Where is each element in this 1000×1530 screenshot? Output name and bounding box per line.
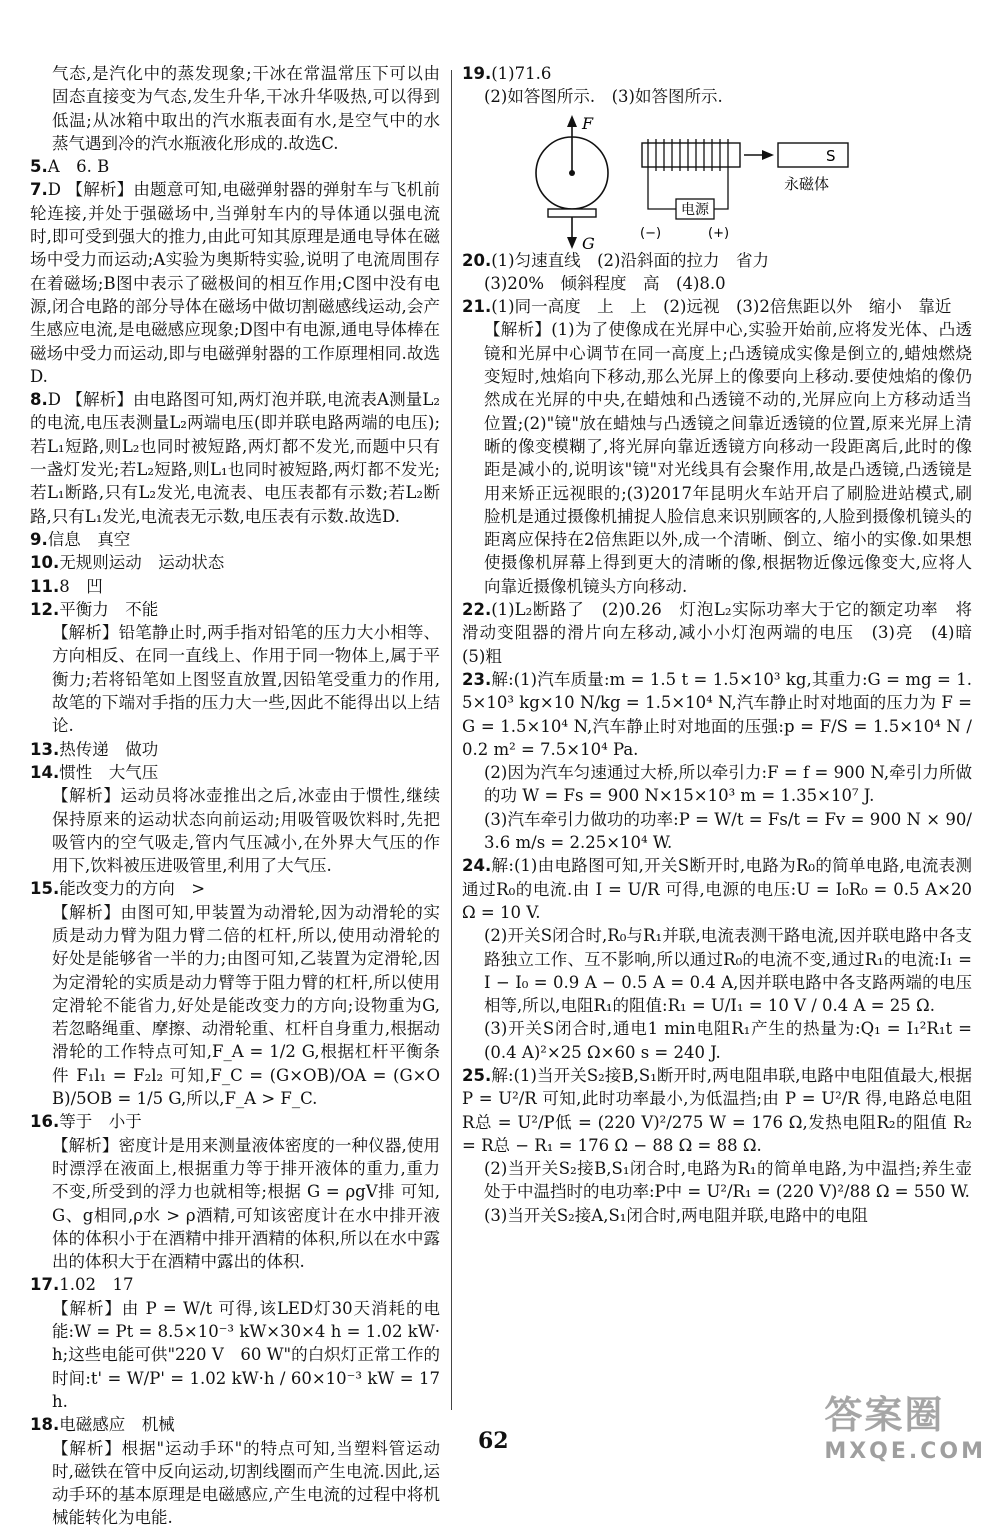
answer-text: (3)汽车牵引力做功的功率:P = W/t = Fs/t = Fv = 900 N × 90/3.6 m/s = 2.25×10⁴ W. [484, 809, 972, 853]
explanation-paragraph [30, 1134, 440, 1274]
answer-item [30, 761, 440, 784]
question-number: 25. [462, 1065, 492, 1085]
right-column [462, 62, 989, 1227]
answer-diagram [462, 109, 962, 249]
answer-item [30, 155, 440, 178]
question-number: 22. [462, 600, 492, 620]
answer-text: (1)L₂断路了 (2)0.26 灯泡L₂实际功率大于它的额定功率 将滑动变阻器的滑片向左移动,减小小灯泡两端的电压 (3)亮 (4)暗 (5)粗 [462, 600, 989, 666]
answer-text: 【解析】运动员将冰壶推出之后,冰壶由于惯性,继续保持原来的运动状态向前运动;用吸管吸饮料时,先把吸管内的空气吸走,管内气压减小,在外界大气压的作用下,饮料被压进吸管里,利用了大气压. [52, 786, 440, 876]
answer-text: (2)因为汽车匀速通过大桥,所以牵引力:F = f = 900 N,牵引力所做的功 W = Fs = 900 N×15×10³ m = 1.35×10⁷ J. [484, 763, 972, 806]
answer-item [462, 598, 989, 668]
answer-text: 解:(1)汽车质量:m = 1.5 t = 1.5×10³ kg,其重力:G = mg = 1.5×10³ kg×10 N/kg = 1.5×10⁴ N,汽车静止时对地面的压力为 F = G = 1.5×10⁴ N,汽车静止时对地面的压强:p = F/S = 1.5×10⁴ N / 0.2 m² = 7.5×10⁴ Pa. [462, 669, 972, 759]
answer-text: (3)开关S闭合时,通电1 min电阻R₁产生的热量为:Q₁ = I₁²R₁t = (0.4 A)²×25 Ω×60 s = 240 J. [484, 1019, 972, 1062]
question-number: 11. [30, 576, 60, 596]
minus-terminal-label: (−) [640, 225, 662, 241]
explanation-paragraph [462, 808, 972, 855]
answer-text: 信息 真空 [47, 529, 131, 549]
answer-text: (3)20% 倾斜程度 高 (4)8.0 [484, 273, 726, 293]
answer-text: A 6. B [47, 157, 110, 177]
question-number: 8. [30, 390, 48, 410]
left-column [30, 62, 440, 1530]
explanation-paragraph [462, 85, 972, 108]
question-number: 7. [30, 180, 48, 200]
question-number: 18. [30, 1415, 60, 1435]
electromagnet-figure [640, 139, 848, 241]
power-source-label: 电源 [681, 201, 709, 218]
question-number: 20. [462, 250, 492, 270]
answer-item [30, 598, 440, 621]
page-number: 62 [478, 1428, 509, 1454]
answer-text: 【解析】根据"运动手环"的特点可知,当塑料管运动时,磁铁在管中反向运动,切割线圈而产生电流.因此,运动手环的基本原理是电磁感应,产生电流的过程中将机械能转化为电能. [52, 1438, 440, 1528]
answer-item [30, 1110, 440, 1133]
explanation-paragraph [462, 1017, 972, 1064]
answer-text: 热传递 做功 [59, 739, 159, 759]
explanation-paragraph [462, 761, 972, 808]
question-number: 9. [30, 529, 48, 549]
answer-item [30, 551, 440, 574]
answer-text: (1)71.6 [491, 64, 552, 83]
answer-text: 气态,是汽化中的蒸发现象;干冰在常温常压下可以由固态直接变为气态,发生升华,干冰升华吸热,可以得到低温;从冰箱中取出的汽水瓶表面有水,是空气中的水蒸气遇到冷的汽水瓶液化形成的.故选C. [52, 64, 440, 153]
answer-item [30, 388, 440, 528]
answer-text: (1)同一高度 上 上 (2)远视 (3)2倍焦距以外 缩小 靠近 [491, 297, 952, 317]
question-number: 15. [30, 879, 60, 899]
answer-item [462, 62, 972, 85]
answer-item [30, 738, 440, 761]
answer-text: 1.02 17 [59, 1275, 134, 1295]
answer-text: 平衡力 不能 [59, 599, 159, 619]
answer-text: (2)开关S闭合时,R₀与R₁并联,电流表测干路电流,因并联电路中各支路独立工作、互不影响,所以通过R₀的电流不变,通过R₁的电流:I₁ = I − I₀ = 0.9 A − 0.5 A = 0.4 A,因并联电路中各支路两端的电压相等,所以,电阻R₁的阻值:R₁ = U/I₁ = 10 V / 0.4 A = 25 Ω. [484, 926, 972, 1016]
explanation-paragraph [462, 924, 972, 1017]
answer-text: 【解析】铅笔静止时,两手指对铅笔的压力大小相等、方向相反、在同一直线上、作用于同一物体上,属于平衡力;若将铅笔如上图竖直放置,因铅笔受重力的作用,故笔的下端对手指的压力大一些,因此不能得出以上结论. [52, 623, 440, 736]
magnet-pole-label: S [826, 146, 836, 165]
explanation-paragraph [30, 784, 440, 877]
permanent-magnet-label: 永磁体 [784, 174, 830, 193]
explanation-paragraph [30, 621, 440, 737]
answer-text: 解:(1)当开关S₂接B,S₁断开时,两电阻串联,电路中电阻值最大,根据 P = U²/R 可知,此时功率最小,为低温挡;由 P = U²/R 得,电路总电阻 R总 = U²/P低 = (220 V)²/275 W = 176 Ω,发热电阻R₂的阻值 R₂ = R总 − R₁ = 176 Ω − 88 Ω = 88 Ω. [462, 1065, 972, 1155]
question-number: 14. [30, 762, 60, 782]
force-f-label: F [582, 113, 594, 133]
answer-text: 【解析】由图可知,甲装置为动滑轮,因为动滑轮的实质是动力臂为阻力臂二倍的杠杆,所以,使用动滑轮的好处是能够省一半的力;由图可知,乙装置为定滑轮,因为定滑轮的实质是动力臂等于阻力臂的杠杆,所以使用定滑轮不能省力,好处是能改变力的方向;设物重为G,若忽略绳重、摩擦、动滑轮重、杠杆自身重力,根据动滑轮的工作特点可知,F_A = 1/2 G,根据杠杆平衡条件 F₁l₁ = F₂l₂ 可知,F_C = (G×OB)/OA = (G×OB)/5OB = 1/5 G,所以,F_A > F_C. [52, 902, 440, 1109]
answer-text: 【解析】密度计是用来测量液体密度的一种仪器,使用时漂浮在液面上,根据重力等于排开液体的重力,重力不变,所受到的浮力也就相等;根据 G = ρgV排 可知,G、g相同,ρ水 > ρ酒精,可知该密度计在水中排开液体的体积小于在酒精中排开酒精的体积,所以在水中露出的体积大于在酒精中露出的体积. [52, 1135, 440, 1272]
answer-text: (2)如答图所示. (3)如答图所示. [484, 87, 723, 107]
answer-text: 解:(1)由电路图可知,开关S断开时,电路为R₀的简单电路,电流表测通过R₀的电流.由 I = U/R 可得,电源的电压:U = I₀R₀ = 0.5 A×20 Ω = 10 V. [462, 856, 972, 922]
answer-text: 能改变力的方向 > [59, 879, 206, 899]
force-g-label: G [582, 233, 595, 249]
answer-text: 【解析】由 P = W/t 可得,该LED灯30天消耗的电能:W = Pt = 8.5×10⁻³ kW×30×4 h = 1.02 kW·h;这些电能可供"220 V 60 W"的白炽灯正常工作的时间:t' = W/P' = 1.02 kW·h / 60×10⁻³ kW = 17 h. [52, 1298, 440, 1411]
question-number: 19. [462, 64, 492, 83]
answer-text: 无规则运动 运动状态 [59, 553, 225, 573]
question-number: 21. [462, 297, 492, 317]
answer-item [30, 528, 440, 551]
answer-item [30, 178, 440, 388]
answer-text: D 【解析】由题意可知,电磁弹射器的弹射车与飞机前轮连接,并处于强磁场中,当弹射车内的导体通以强电流时,即可受到强大的推力,由此可知其原理是通电导体在磁场中受力而运动;A实验为奥斯特实验,说明了电流周围存在着磁场;B图中表示了磁极间的相互作用;C图中没有电源,闭合电路的部分导体在磁场中做切割磁感线运动,会产生感应电流,是电磁感应现象;D图中有电源,通电导体棒在磁场中受力而运动,即与电磁弹射器的工作原理相同.故选D. [30, 180, 440, 386]
question-number: 10. [30, 553, 60, 573]
pulley-figure [536, 114, 608, 249]
question-number: 17. [30, 1275, 60, 1295]
watermark [824, 1384, 986, 1464]
answer-text: (1)匀速直线 (2)沿斜面的拉力 省力 [491, 250, 769, 270]
answer-text: (3)当开关S₂接A,S₁闭合时,两电阻并联,电路中的电阻 [484, 1205, 868, 1225]
answer-item [462, 249, 972, 272]
answer-item [462, 854, 972, 924]
watermark-url: MXQE.COM [824, 1439, 986, 1464]
explanation-paragraph [30, 62, 440, 155]
explanation-paragraph [30, 901, 440, 1111]
answer-text: 【解析】(1)为了使像成在光屏中心,实验开始前,应将发光体、凸透镜和光屏中心调节在同一高度上;凸透镜成实像是倒立的,蜡烛燃烧变短时,烛焰向下移动,那么光屏上的像要向上移动.要使烛焰的像仍然成在光屏的中央,在蜡烛和凸透镜不动的,光屏应向上方移动适当位置;(2)"镜"放在蜡烛与凸透镜之间靠近透镜的位置,原来光屏上清晰的像变模糊了,将光屏向靠近透镜方向移动一段距离后,此时的像距是减小的,说明该"镜"对光线具有会聚作用,故是凸透镜,凸透镜是用来矫正远视眼的;(3)2017年昆明火车站开启了刷脸进站模式,刷脸机是通过摄像机捕捉人脸信息来识别顾客的,人脸到摄像机镜头的距离应保持在2倍焦距以外,成一个清晰、倒立、缩小的实像.如果想使摄像机屏幕上得到更大的清晰的像,根据物近像远像变大,应将人向靠近摄像机镜头方向移动. [484, 320, 972, 596]
question-number: 16. [30, 1112, 60, 1132]
explanation-paragraph [30, 1297, 440, 1413]
answer-item [462, 1064, 972, 1157]
plus-terminal-label: (+) [708, 225, 730, 241]
answer-text: 电磁感应 机械 [59, 1415, 175, 1435]
question-number: 5. [30, 157, 48, 177]
answer-text: D 【解析】由电路图可知,两灯泡并联,电流表A测量L₂的电流,电压表测量L₂两端电压(即并联电路两端的电压);若L₁短路,则L₂也同时被短路,两灯都不发光,而题中只有一盏灯发光;若L₂短路,则L₁也同时被短路,两灯都不发光;若L₁断路,只有L₂发光,电流表、电压表都有示数;若L₂断路,只有L₁发光,电流表无示数,电压表有示数.故选D. [30, 390, 440, 526]
question-number: 23. [462, 669, 492, 689]
answer-text: 惯性 大气压 [59, 762, 159, 782]
watermark-logo: 答案圈 [824, 1393, 945, 1437]
explanation-paragraph [462, 272, 972, 295]
answer-item [30, 1273, 440, 1296]
answer-figures [462, 109, 972, 249]
question-number: 12. [30, 599, 60, 619]
answer-item [462, 668, 972, 761]
column-divider [451, 70, 452, 1410]
answer-item [30, 575, 440, 598]
question-number: 24. [462, 856, 492, 876]
explanation-paragraph [462, 1204, 972, 1227]
answer-text: (2)当开关S₂接B,S₁闭合时,电路为R₁的简单电路,为中温挡;养生壶处于中温挡时的电功率:P中 = U²/R₁ = (220 V)²/88 Ω = 550 W. [484, 1159, 972, 1202]
answer-text: 8 凹 [59, 576, 103, 596]
explanation-paragraph [462, 318, 972, 598]
answer-item [30, 1413, 440, 1436]
answer-item [30, 877, 440, 900]
explanation-paragraph [462, 1157, 972, 1204]
explanation-paragraph [30, 1437, 440, 1530]
answer-item [462, 295, 972, 318]
answer-text: 等于 小于 [59, 1112, 142, 1132]
question-number: 13. [30, 739, 60, 759]
